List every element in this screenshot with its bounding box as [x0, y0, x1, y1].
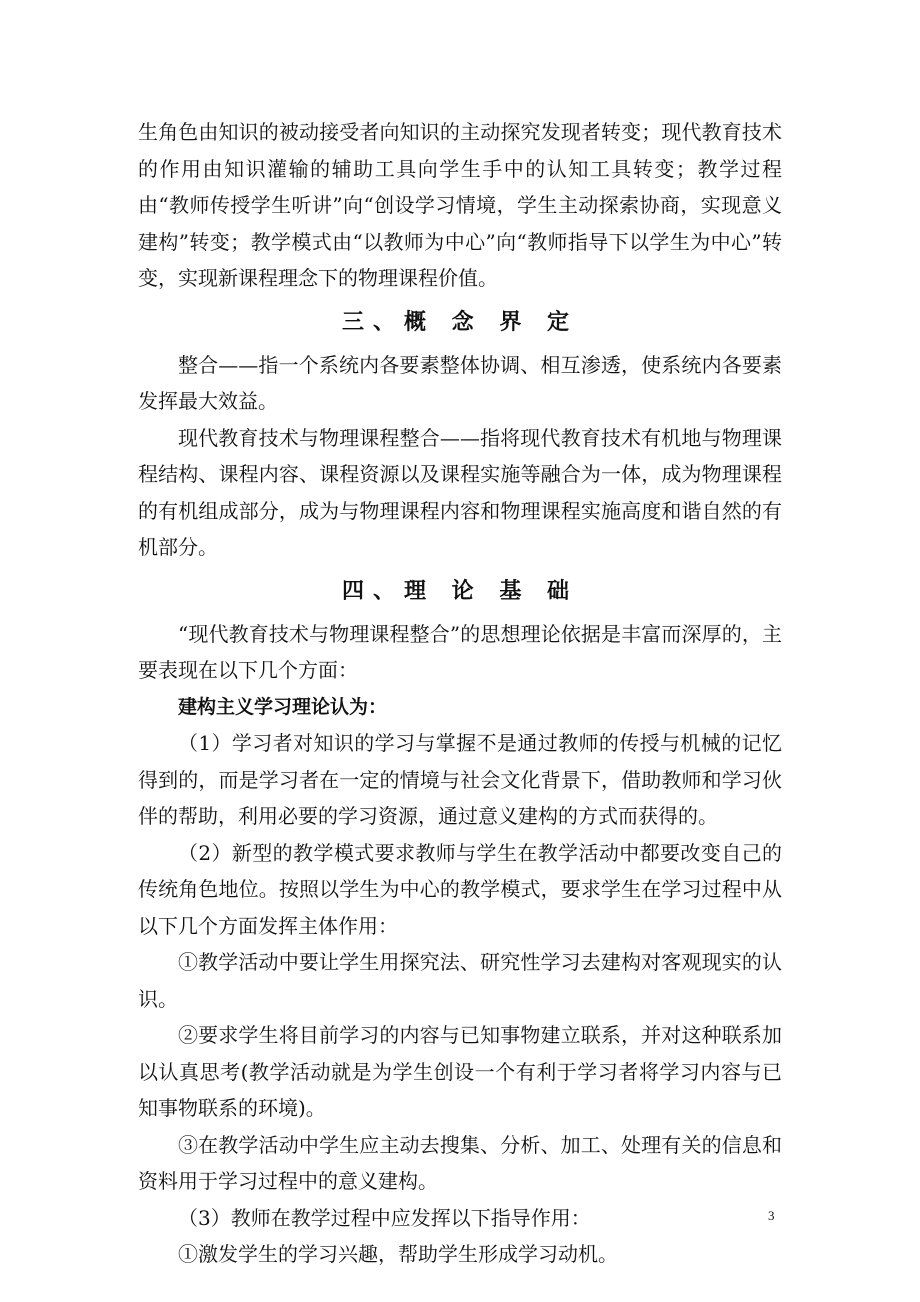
- page-content: [138, 114, 782, 1273]
- paragraph-subpoint-a: ①教学活动中要让学生用探究法、研究性学习去建构对客观现实的认识。: [138, 950, 782, 1011]
- paragraph-integration-definition: 整合——指一个系统内各要素整体协调、相互渗透，使系统内各要素发挥最大效益。: [138, 352, 782, 413]
- section-heading-theoretical-basis: 四、理 论 基 础: [342, 578, 578, 604]
- paragraph-continued: 生角色由知识的被动接受者向知识的主动探究发现者转变；现代教育技术的作用由知识灌输的辅助工具向学生手中的认知工具转变；教学过程由“教师传授学生听讲”向“创设学习情境，学生主动探索协商，实现意义建构”转变；教学模式由“以教师为中心”向“教师指导下以学生为中心”转变，实现新课程理念下的物理课程价值。: [138, 120, 782, 290]
- paragraph-point-1: （1）学习者对知识的学习与掌握不是通过教师的传授与机械的记忆得到的，而是学习者在一定的情境与社会文化背景下，借助教师和学习伙伴的帮助，利用必要的学习资源，通过意义建构的方式而获得的。: [138, 731, 782, 828]
- paragraph-subpoint-d: ①激发学生的学习兴趣，帮助学生形成学习动机。: [178, 1242, 618, 1266]
- subheading-constructivism: 建构主义学习理论认为：: [178, 695, 388, 718]
- paragraph-subpoint-c: ③在教学活动中学生应主动去搜集、分析、加工、处理有关的信息和资料用于学习过程中的意义建构。: [138, 1132, 782, 1193]
- paragraph-theory-intro: “现代教育技术与物理课程整合”的思想理论依据是丰富而深厚的，主要表现在以下几个方面：: [138, 621, 782, 682]
- paragraph-point-3: （3）教师在教学过程中应发挥以下指导作用：: [178, 1205, 591, 1230]
- page-number: 3: [768, 1208, 775, 1223]
- paragraph-subpoint-b: ②要求学生将目前学习的内容与已知事物建立联系，并对这种联系加以认真思考(教学活动就是为学生创设一个有利于学习者将学习内容与已知事物联系的环境)。: [138, 1023, 782, 1120]
- section-heading-concept-definition: 三、概 念 界 定: [342, 309, 578, 335]
- paragraph-point-2: （2）新型的教学模式要求教师与学生在教学活动中都要改变自己的传统角色地位。按照以学生为中心的教学模式，要求学生在学习过程中从以下几个方面发挥主体作用：: [138, 840, 782, 938]
- paragraph-tech-physics-integration: 现代教育技术与物理课程整合——指将现代教育技术有机地与物理课程结构、课程内容、课程资源以及课程实施等融合为一体，成为物理课程的有机组成部分，成为与物理课程内容和物理课程实施高度和谐自然的有机部分。: [138, 425, 782, 559]
